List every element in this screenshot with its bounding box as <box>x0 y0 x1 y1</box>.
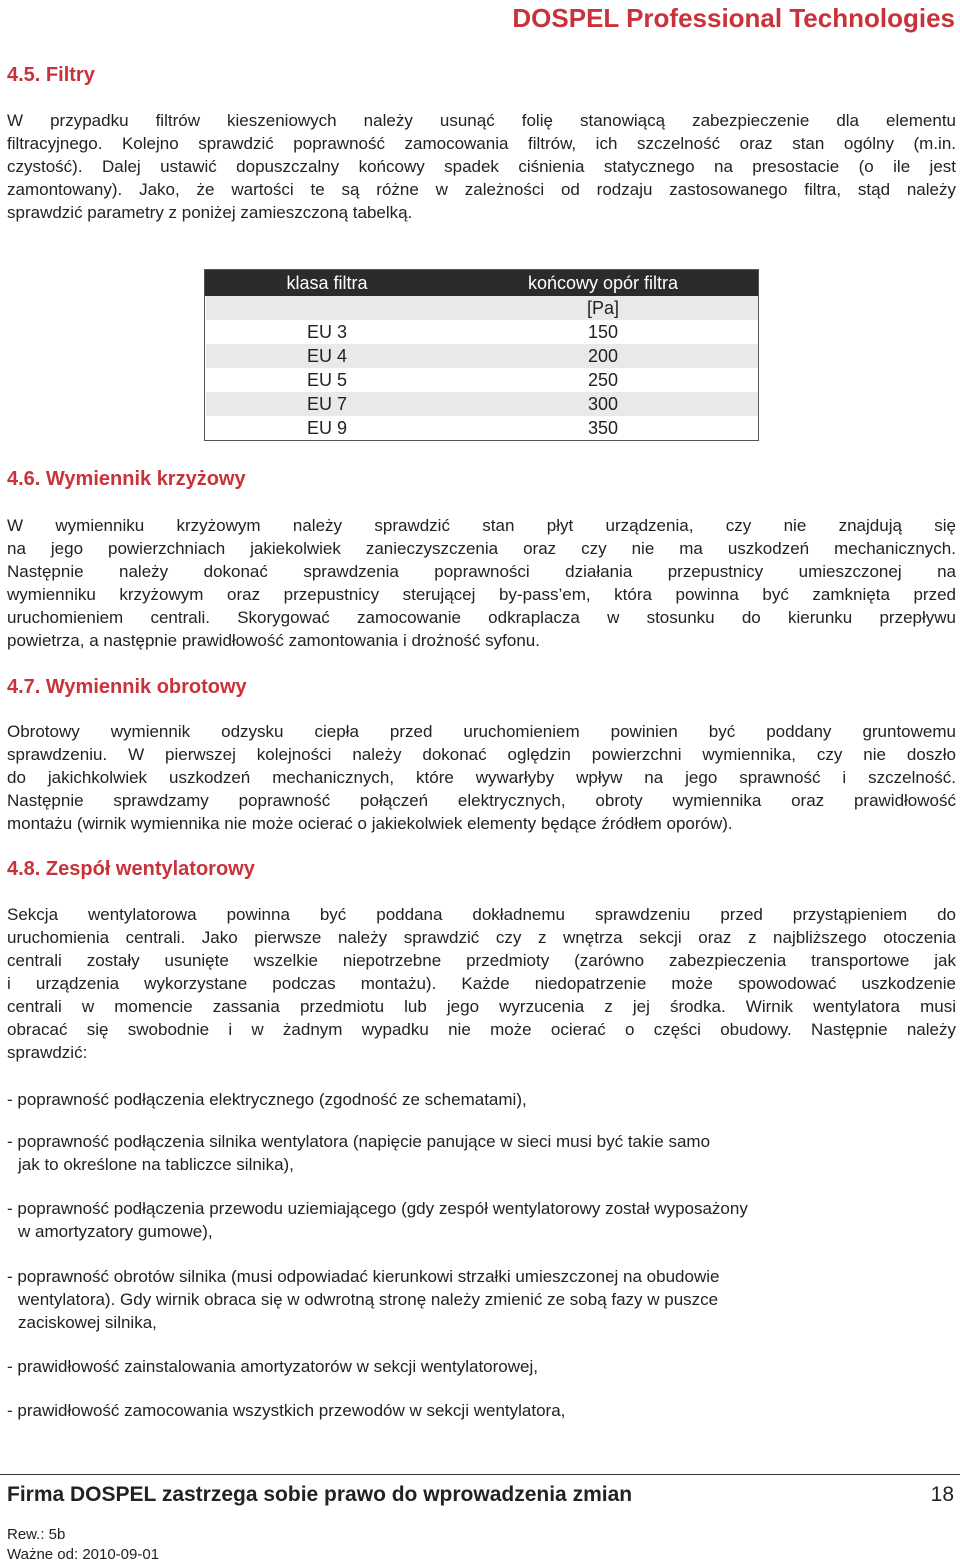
table-cell-value: 300 <box>587 393 619 414</box>
text-line: Obrotowy wymiennik odzysku ciepła przed uruchomieniem powinien być poddany gruntowemu <box>7 722 956 741</box>
column-header-final-resistance: końcowy opór filtra <box>449 271 758 296</box>
list-item <box>7 1130 956 1176</box>
text-line: Następnie należy dokonać sprawdzenia poprawności działania przepustnicy umieszczonej na <box>7 562 956 581</box>
paragraph-filters <box>7 109 956 224</box>
table-row <box>206 320 758 344</box>
text-line: Sekcja wentylatorowa powinna być poddana dokładnemu sprawdzeniu przed przystąpieniem do <box>7 905 956 924</box>
text-line: na jego powierzchniach jakiekolwiek zanieczyszczenia oraz czy nie ma uszkodzeń mechanicznych. <box>7 539 956 558</box>
text-line: obracać się swobodnie i w żadnym wypadku nie może ocierać o części obudowy. Następnie należy <box>7 1020 956 1039</box>
text-line: filtracyjnego. Kolejno sprawdzić poprawność zamocowania filtrów, ich szczelność oraz stan ogólny (m.in. <box>7 134 956 153</box>
list-item-continuation: zaciskowej silnika, <box>18 1313 157 1332</box>
list-item-text: - prawidłowość zamocowania wszystkich przewodów w sekcji wentylatora, <box>7 1401 566 1420</box>
list-item-text: - poprawność obrotów silnika (musi odpowiadać kierunkowi strzałki umieszczonej na obudowie <box>7 1267 720 1286</box>
table-cell-class: EU 3 <box>306 321 348 342</box>
list-item <box>7 1399 956 1422</box>
section-heading-filters: 4.5. Filtry <box>7 64 95 86</box>
list-item <box>7 1088 956 1111</box>
section-heading-fan-unit: 4.8. Zespół wentylatorowy <box>7 858 255 880</box>
header-brand: DOSPEL Professional Technologies <box>512 3 955 33</box>
text-line: sprawdzić: <box>7 1043 88 1062</box>
table-cell-class: EU 5 <box>306 369 348 390</box>
text-line: sprawdzić parametry z poniżej zamieszczoną tabelką. <box>7 203 413 222</box>
text-line: centrali zostały usunięte wszelkie niepotrzebne przedmioty (zarówno zabezpieczenia transportowe jak <box>7 951 956 970</box>
table-cell-class: EU 9 <box>306 417 348 438</box>
footer-notice: Firma DOSPEL zastrzega sobie prawo do wprowadzenia zmian <box>7 1483 633 1506</box>
table-cell-class: EU 4 <box>306 345 348 366</box>
text-line: W przypadku filtrów kieszeniowych należy usunąć folię stanowiącą zabezpieczenie dla elementu <box>7 111 956 130</box>
list-item-text: - poprawność podłączenia przewodu uziemiającego (gdy zespół wentylatorowy został wyposażony <box>7 1199 748 1218</box>
text-line: uruchomieniem centrali. Skorygować zamocowanie odkraplacza w stosunku do kierunku przepływu <box>7 608 956 627</box>
section-heading-cross-exchanger: 4.6. Wymiennik krzyżowy <box>7 468 246 490</box>
table-row <box>206 416 758 440</box>
paragraph-cross-exchanger <box>7 514 956 652</box>
text-line: centrali w momencie zassania przedmiotu lub jego wyrzucenia z jej środka. Wirnik wentylatora musi <box>7 997 956 1016</box>
filter-resistance-table <box>205 270 758 440</box>
text-line: i urządzenia wykorzystane podczas montażu). Każde niedopatrzenie może spowodować uszkodzenie <box>7 974 956 993</box>
table-cell-class: EU 7 <box>306 393 348 414</box>
table-cell <box>206 296 449 321</box>
footer-divider <box>0 1474 960 1475</box>
table-header-row <box>206 271 758 296</box>
paragraph-rotary-exchanger <box>7 720 956 835</box>
table-row <box>206 392 758 416</box>
page-number: 18 <box>930 1483 954 1506</box>
table-cell-value: 150 <box>587 321 619 342</box>
table-cell-value: 200 <box>587 345 619 366</box>
list-item <box>7 1197 956 1243</box>
list-item-continuation: w amortyzatory gumowe), <box>18 1222 213 1241</box>
list-item <box>7 1355 956 1378</box>
text-line: montażu (wirnik wymiennika nie może ocierać o jakiekolwiek elementy będące źródłem oporów). <box>7 814 733 833</box>
table-cell-value: 250 <box>587 369 619 390</box>
table-row <box>206 368 758 392</box>
text-line: wymienniku krzyżowym oraz przepustnicy sterującej by-pass’em, która powinna być zamknięta przed <box>7 585 956 604</box>
text-line: do jakichkolwiek uszkodzeń mechanicznych, które wywarłyby wpływ na jego sprawność i szczelność. <box>7 768 956 787</box>
list-item-text: - poprawność podłączenia silnika wentylatora (napięcie panujące w sieci musi być takie samo <box>7 1132 711 1151</box>
text-line: sprawdzeniu. W pierwszej kolejności należy dokonać oględzin powierzchni wymiennika, czy nie doszło <box>7 745 956 764</box>
list-item <box>7 1265 956 1334</box>
list-item-text: - prawidłowość zainstalowania amortyzatorów w sekcji wentylatorowej, <box>7 1357 538 1376</box>
text-line: czystość). Dalej ustawić dopuszczalny końcowy spadek ciśnienia statycznego na presostacie (o ile jest <box>7 157 956 176</box>
list-item-continuation: wentylatora). Gdy wirnik obraca się w odwrotną stronę należy zmienić ze sobą fazy w puszce <box>18 1290 719 1309</box>
list-item-text: - poprawność podłączenia elektrycznego (zgodność ze schematami), <box>7 1090 527 1109</box>
text-line: powietrza, a następnie prawidłowość zamontowania i drożność syfonu. <box>7 631 540 650</box>
list-item-continuation: jak to określone na tabliczce silnika), <box>18 1155 294 1174</box>
text-line: Następnie sprawdzamy poprawność połączeń elektrycznych, obroty wymiennika oraz prawidłowość <box>7 791 956 810</box>
text-line: uruchomienia centrali. Jako pierwsze należy sprawdzić czy z wnętrza sekcji oraz z najbliższego otoczenia <box>7 928 956 947</box>
valid-from-label: Ważne od: 2010-09-01 <box>7 1546 160 1563</box>
table-cell-value: 350 <box>587 417 619 438</box>
column-header-filter-class: klasa filtra <box>206 271 449 296</box>
table-row <box>206 344 758 368</box>
paragraph-fan-unit <box>7 903 956 1064</box>
section-heading-rotary-exchanger: 4.7. Wymiennik obrotowy <box>7 676 247 698</box>
revision-label: Rew.: 5b <box>7 1526 66 1543</box>
column-header-unit: [Pa] <box>586 297 620 318</box>
text-line: zamontowany). Jako, że wartości te są różne w zależności od rodzaju zastosowanego filtra, stąd należy <box>7 180 956 199</box>
text-line: W wymienniku krzyżowym należy sprawdzić stan płyt urządzenia, czy nie znajdują się <box>7 516 956 535</box>
table-row <box>206 296 758 321</box>
